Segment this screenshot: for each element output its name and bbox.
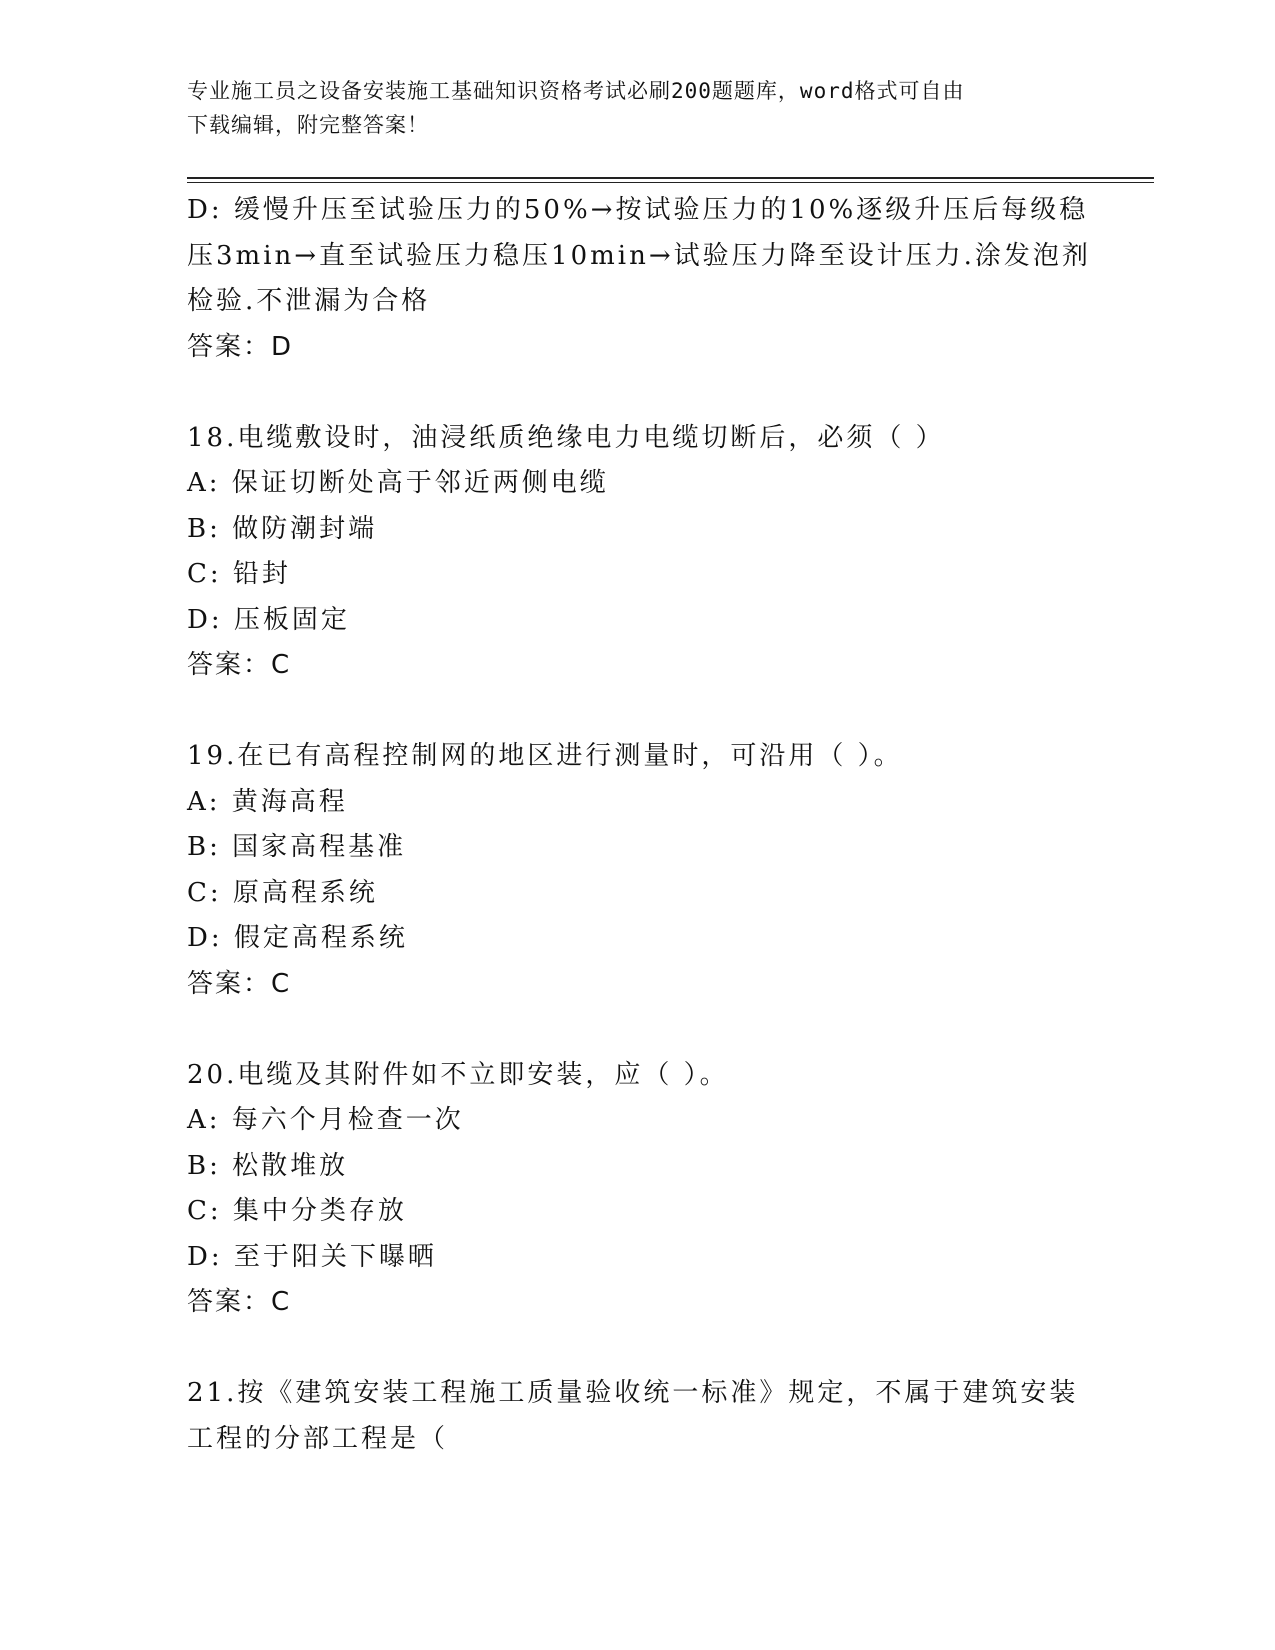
option-b: B: 做防潮封端 (187, 513, 378, 544)
question-21 (187, 1371, 1087, 1462)
answer: 答案：C (187, 650, 292, 680)
question-list (187, 188, 1091, 1462)
option-d: D: 至于阳关下曝晒 (187, 1241, 437, 1272)
question-text: 20.电缆及其附件如不立即安装，应（ ）。 (187, 1059, 729, 1090)
option-b: B: 国家高程基准 (187, 832, 407, 862)
question-20 (187, 1053, 1087, 1326)
option-d-line-2: 压3min→直至试验压力稳压10min→试验压力降至设计压力.涂发泡剂 (187, 240, 1091, 271)
answer: 答案：D (187, 331, 294, 362)
header-divider-thin (187, 182, 1154, 183)
question-17 (187, 188, 1091, 370)
option-c: C: 铅封 (187, 559, 291, 589)
question-text-line-1: 21.按《建筑安装工程施工质量验收统一标准》规定，不属于建筑安装 (187, 1378, 1079, 1408)
option-d: D: 压板固定 (187, 604, 350, 635)
option-c: C: 原高程系统 (187, 877, 378, 908)
option-d: D: 假定高程系统 (187, 923, 408, 953)
answer: 答案：C (187, 968, 292, 999)
option-d-line-3: 检验.不泄漏为合格 (187, 286, 431, 316)
question-text-line-2: 工程的分部工程是（ (187, 1423, 449, 1454)
option-d-line-1: D: 缓慢升压至试验压力的50%→按试验压力的10%逐级升压后每级稳 (187, 195, 1089, 225)
option-a: A: 黄海高程 (187, 786, 348, 817)
question-19 (187, 734, 1087, 1007)
option-b: B: 松散堆放 (187, 1150, 349, 1181)
header-line-2: 下载编辑，附完整答案！ (187, 113, 429, 137)
spacer (187, 370, 1087, 416)
option-a: A: 保证切断处高于邻近两侧电缆 (187, 468, 609, 498)
spacer (187, 1007, 1087, 1053)
spacer (187, 689, 1087, 735)
option-a: A: 每六个月检查一次 (187, 1105, 464, 1135)
option-c: C: 集中分类存放 (187, 1196, 407, 1226)
header-divider-thick (187, 177, 1154, 179)
header-line-1: 专业施工员之设备安装施工基础知识资格考试必刷200题题库，word格式可自由 (187, 79, 965, 103)
spacer (187, 1326, 1087, 1372)
answer: 答案：C (187, 1287, 292, 1317)
question-text: 18.电缆敷设时，油浸纸质绝缘电力电缆切断后，必须（ ） (187, 422, 945, 453)
document-header (187, 74, 1087, 142)
question-18 (187, 416, 1087, 689)
question-text: 19.在已有高程控制网的地区进行测量时，可沿用（ ）。 (187, 741, 903, 771)
